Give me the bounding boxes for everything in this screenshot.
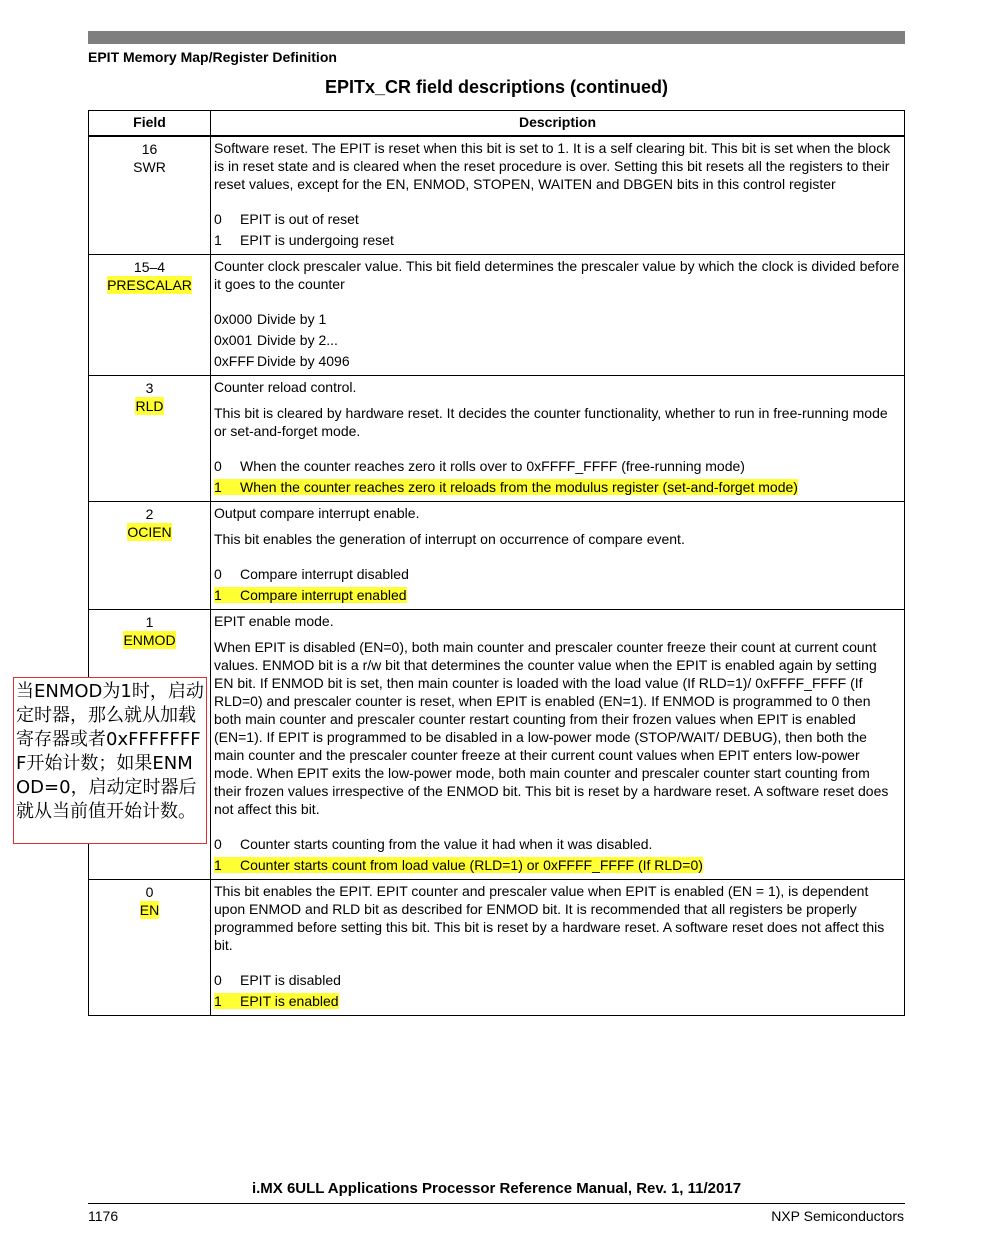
value-row-content bbox=[214, 479, 798, 495]
description-paragraph: This bit is cleared by hardware reset. It decides the counter functionality, whether to run in free-running mode or set-and-forget mode. bbox=[214, 405, 888, 439]
value-list bbox=[214, 456, 900, 498]
header-bar bbox=[88, 31, 905, 44]
value-code: 1 bbox=[214, 993, 222, 1009]
value-row-content bbox=[214, 972, 341, 988]
field-bits: 15–4 bbox=[133, 259, 166, 275]
description-paragraph: Software reset. The EPIT is reset when this bit is set to 1. It is a self clearing bit. This bit is set when the block is in reset state and is cleared when the reset procedure is over. Setting this bit resets all the registers to their reset values, except for the EN, ENMOD, STOPEN, WAITEN and DBGEN bits in this control register bbox=[214, 140, 891, 192]
section-title: EPIT Memory Map/Register Definition bbox=[88, 49, 337, 65]
value-list bbox=[214, 309, 900, 372]
value-text: When the counter reaches zero it rolls over to 0xFFFF_FFFF (free-running mode) bbox=[240, 458, 745, 474]
field-bits: 0 bbox=[145, 884, 154, 900]
value-row bbox=[214, 564, 900, 585]
field-name bbox=[91, 523, 208, 541]
value-code: 0xFFF bbox=[214, 353, 255, 369]
value-row bbox=[214, 456, 900, 477]
table-row bbox=[89, 255, 905, 376]
value-list bbox=[214, 970, 900, 1012]
table-row bbox=[89, 502, 905, 610]
value-code: 0 bbox=[214, 836, 222, 852]
value-row-content bbox=[214, 311, 326, 327]
description-paragraph: This bit enables the EPIT. EPIT counter and prescaler value when EPIT is enabled (EN = 1), is dependent upon ENMOD and RLD bit as described for ENMOD bit. It is recommended that all registers be properly programmed before setting this bit. This bit is reset by a hardware reset. A software reset does not affect this bit. bbox=[214, 883, 885, 953]
value-row-content bbox=[214, 332, 338, 348]
value-row bbox=[214, 477, 900, 498]
value-list bbox=[214, 564, 900, 606]
field-name bbox=[91, 631, 208, 649]
column-header-description: Description bbox=[211, 111, 905, 137]
table-row bbox=[89, 376, 905, 502]
value-text: EPIT is out of reset bbox=[240, 211, 359, 227]
field-name bbox=[91, 158, 208, 176]
value-list bbox=[214, 209, 900, 251]
description-cell bbox=[211, 610, 905, 880]
value-row bbox=[214, 330, 900, 351]
value-row bbox=[214, 585, 900, 606]
description-paragraph: When EPIT is disabled (EN=0), both main counter and prescaler counter freeze their count at current count values. ENMOD bit is a r/w bit that determines the counter value when the EPIT is enabled again by setting EN bit. If ENMOD bit is set, then main counter is loaded with the load value (If RLD=1)/ 0xFFFF_FFFF (If RLD=0) and prescaler counter is reset, when EPIT is enabled (EN=1). If ENMOD is programmed to 0 then both main counter and prescaler counter restart counting from their frozen values when EPIT is enabled (EN=1). If EPIT is programmed to be disabled in a low-power mode (STOP/WAIT/ DEBUG), then both the main counter and the prescaler counter freeze at their current count values when EPIT enters low-power mode. When EPIT exits the low-power mode, both main counter and prescaler counter start counting from their frozen values irrespective of the ENMOD bit. This bit is reset by a hardware reset. A software reset does not affect this bit. bbox=[214, 639, 889, 817]
value-text: When the counter reaches zero it reloads from the modulus register (set-and-forget mode) bbox=[240, 479, 798, 495]
footer-title: i.MX 6ULL Applications Processor Reference Manual, Rev. 1, 11/2017 bbox=[251, 1180, 742, 1197]
table-row bbox=[89, 136, 905, 255]
description-cell bbox=[211, 136, 905, 255]
field-name-label: ENMOD bbox=[123, 632, 176, 648]
value-row-content bbox=[214, 458, 745, 474]
field-cell bbox=[89, 255, 211, 376]
field-descriptions-table bbox=[88, 110, 905, 1016]
description-paragraph: EPIT enable mode. bbox=[214, 613, 334, 629]
field-bits: 3 bbox=[145, 380, 154, 396]
field-name bbox=[91, 397, 208, 415]
field-cell bbox=[89, 136, 211, 255]
table-row bbox=[89, 880, 905, 1016]
value-row-content bbox=[214, 566, 409, 582]
value-text: Compare interrupt enabled bbox=[240, 587, 407, 603]
value-text: Counter starts count from load value (RLD=1) or 0xFFFF_FFFF (If RLD=0) bbox=[240, 857, 703, 873]
description-paragraph: Counter clock prescaler value. This bit field determines the prescaler value by which the clock is divided before it goes to the counter bbox=[214, 258, 900, 292]
value-row-content bbox=[214, 993, 339, 1009]
value-row-content bbox=[214, 232, 394, 248]
value-code: 1 bbox=[214, 857, 222, 873]
table-row bbox=[89, 610, 905, 880]
field-bits: 2 bbox=[145, 506, 154, 522]
value-text: EPIT is enabled bbox=[240, 993, 339, 1009]
value-row bbox=[214, 834, 900, 855]
field-name-label: EN bbox=[139, 902, 160, 918]
description-paragraph: Counter reload control. bbox=[214, 379, 357, 395]
value-text: Counter starts counting from the value it had when it was disabled. bbox=[240, 836, 653, 852]
value-code: 0 bbox=[214, 211, 222, 227]
value-text: EPIT is disabled bbox=[240, 972, 341, 988]
annotation-note: 当ENMOD为1时，启动定时器，那么就从加载寄存器或者0xFFFFFFFF开始计数；如果ENMOD=0，启动定时器后就从当前值开始计数。 bbox=[13, 677, 207, 844]
value-row-content bbox=[214, 836, 652, 852]
page-number: 1176 bbox=[88, 1208, 119, 1224]
value-row bbox=[214, 855, 900, 876]
value-row bbox=[214, 351, 900, 372]
footer-divider bbox=[88, 1203, 905, 1204]
value-row-content bbox=[214, 587, 407, 603]
value-code: 0 bbox=[214, 458, 222, 474]
field-name-label: PRESCALAR bbox=[107, 277, 192, 293]
value-row bbox=[214, 991, 900, 1012]
value-row bbox=[214, 230, 900, 251]
value-row-content bbox=[214, 211, 359, 227]
description-cell bbox=[211, 880, 905, 1016]
table-header-row bbox=[89, 111, 905, 137]
field-cell bbox=[89, 502, 211, 610]
value-code: 0 bbox=[214, 972, 222, 988]
field-name-label: SWR bbox=[133, 159, 166, 175]
description-cell bbox=[211, 376, 905, 502]
value-text: Divide by 1 bbox=[257, 311, 327, 327]
field-cell bbox=[89, 880, 211, 1016]
value-code: 1 bbox=[214, 232, 222, 248]
value-row-content bbox=[214, 857, 703, 873]
value-code: 1 bbox=[214, 479, 222, 495]
description-paragraph: This bit enables the generation of interrupt on occurrence of compare event. bbox=[214, 531, 685, 547]
value-code: 0 bbox=[214, 566, 222, 582]
value-list bbox=[214, 834, 900, 876]
field-name bbox=[91, 276, 208, 294]
table-title: EPITx_CR field descriptions (continued) bbox=[324, 77, 669, 97]
value-row bbox=[214, 209, 900, 230]
field-name-label: OCIEN bbox=[127, 524, 172, 540]
field-name bbox=[91, 901, 208, 919]
field-cell bbox=[89, 376, 211, 502]
value-text: EPIT is undergoing reset bbox=[240, 232, 394, 248]
company-name: NXP Semiconductors bbox=[771, 1208, 904, 1224]
field-bits: 16 bbox=[141, 141, 158, 157]
value-code: 0x001 bbox=[214, 332, 253, 348]
value-row-content bbox=[214, 353, 350, 369]
value-text: Divide by 2... bbox=[257, 332, 338, 348]
value-row bbox=[214, 309, 900, 330]
value-text: Divide by 4096 bbox=[257, 353, 350, 369]
table-body bbox=[89, 136, 905, 1016]
value-code: 1 bbox=[214, 587, 222, 603]
description-cell bbox=[211, 255, 905, 376]
value-code: 0x000 bbox=[214, 311, 253, 327]
description-paragraph: Output compare interrupt enable. bbox=[214, 505, 420, 521]
value-text: Compare interrupt disabled bbox=[240, 566, 409, 582]
description-cell bbox=[211, 502, 905, 610]
field-bits: 1 bbox=[145, 614, 154, 630]
column-header-field: Field bbox=[89, 111, 211, 137]
value-row bbox=[214, 970, 900, 991]
field-name-label: RLD bbox=[135, 398, 164, 414]
